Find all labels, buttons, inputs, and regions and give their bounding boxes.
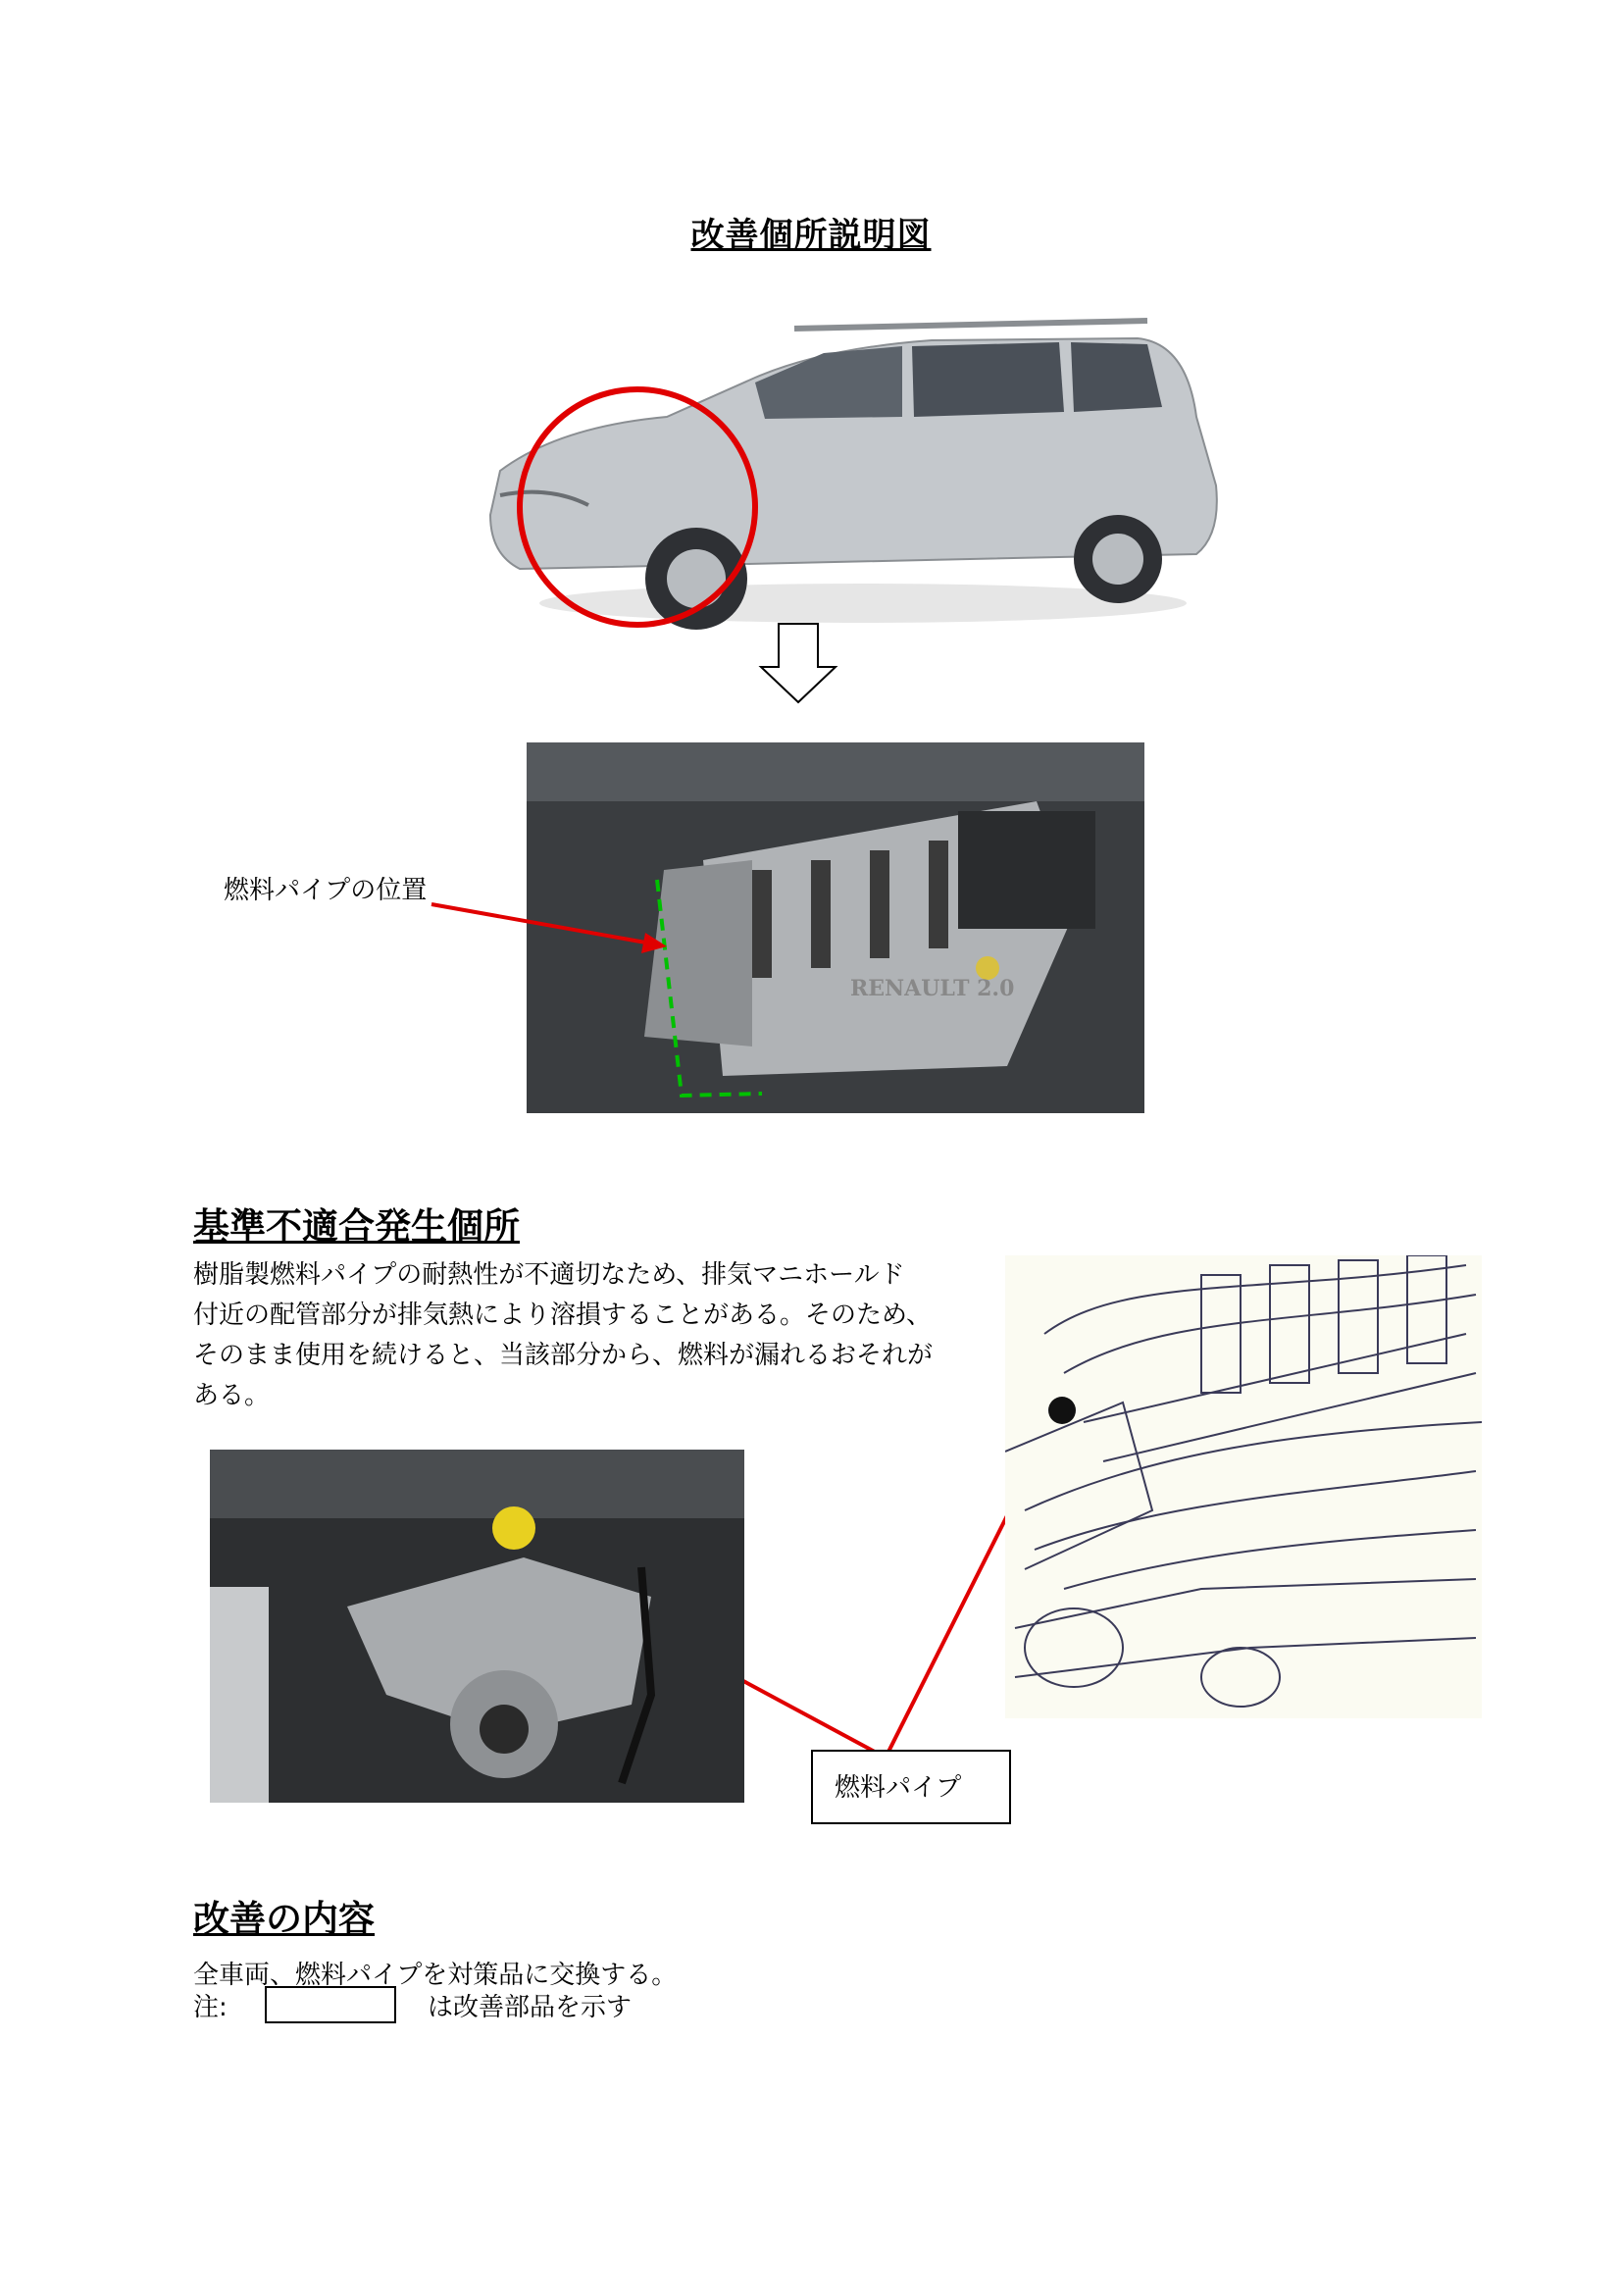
defect-line: ある。 xyxy=(193,1381,271,1410)
section-heading-remedy: 改善の内容 xyxy=(193,1898,375,1940)
engine-cover-text: RENAULT 2.0 xyxy=(850,976,1015,1001)
remedy-text: 全車両、燃料パイプを対策品に交換する。 xyxy=(193,1961,678,1990)
engine-bay-photo xyxy=(527,742,1144,1113)
defect-line: そのまま使用を続けると、当該部分から、燃料が漏れるおそれが xyxy=(193,1341,934,1370)
car-image xyxy=(471,309,1236,642)
fuel-pipe-location-label: 燃料パイプの位置 xyxy=(224,876,428,905)
page-title: 改善個所説明図 xyxy=(690,216,932,255)
fuel-pipe-callout: 燃料パイプ xyxy=(811,1750,1011,1824)
defect-line: 樹脂製燃料パイプの耐熱性が不適切なため、排気マニホールド xyxy=(193,1260,905,1290)
closeup-photo xyxy=(210,1450,744,1803)
section-heading-defect: 基準不適合発生個所 xyxy=(193,1205,520,1248)
note-prefix: 注: xyxy=(193,1993,228,2022)
defect-line: 付近の配管部分が排気熱により溶損することがある。そのため、 xyxy=(193,1301,932,1330)
engine-line-drawing xyxy=(1005,1255,1482,1718)
down-arrow-icon xyxy=(757,622,839,706)
defect-description xyxy=(193,1255,997,1416)
note-suffix: は改善部品を示す xyxy=(428,1993,633,2022)
legend-box xyxy=(265,1986,396,2023)
